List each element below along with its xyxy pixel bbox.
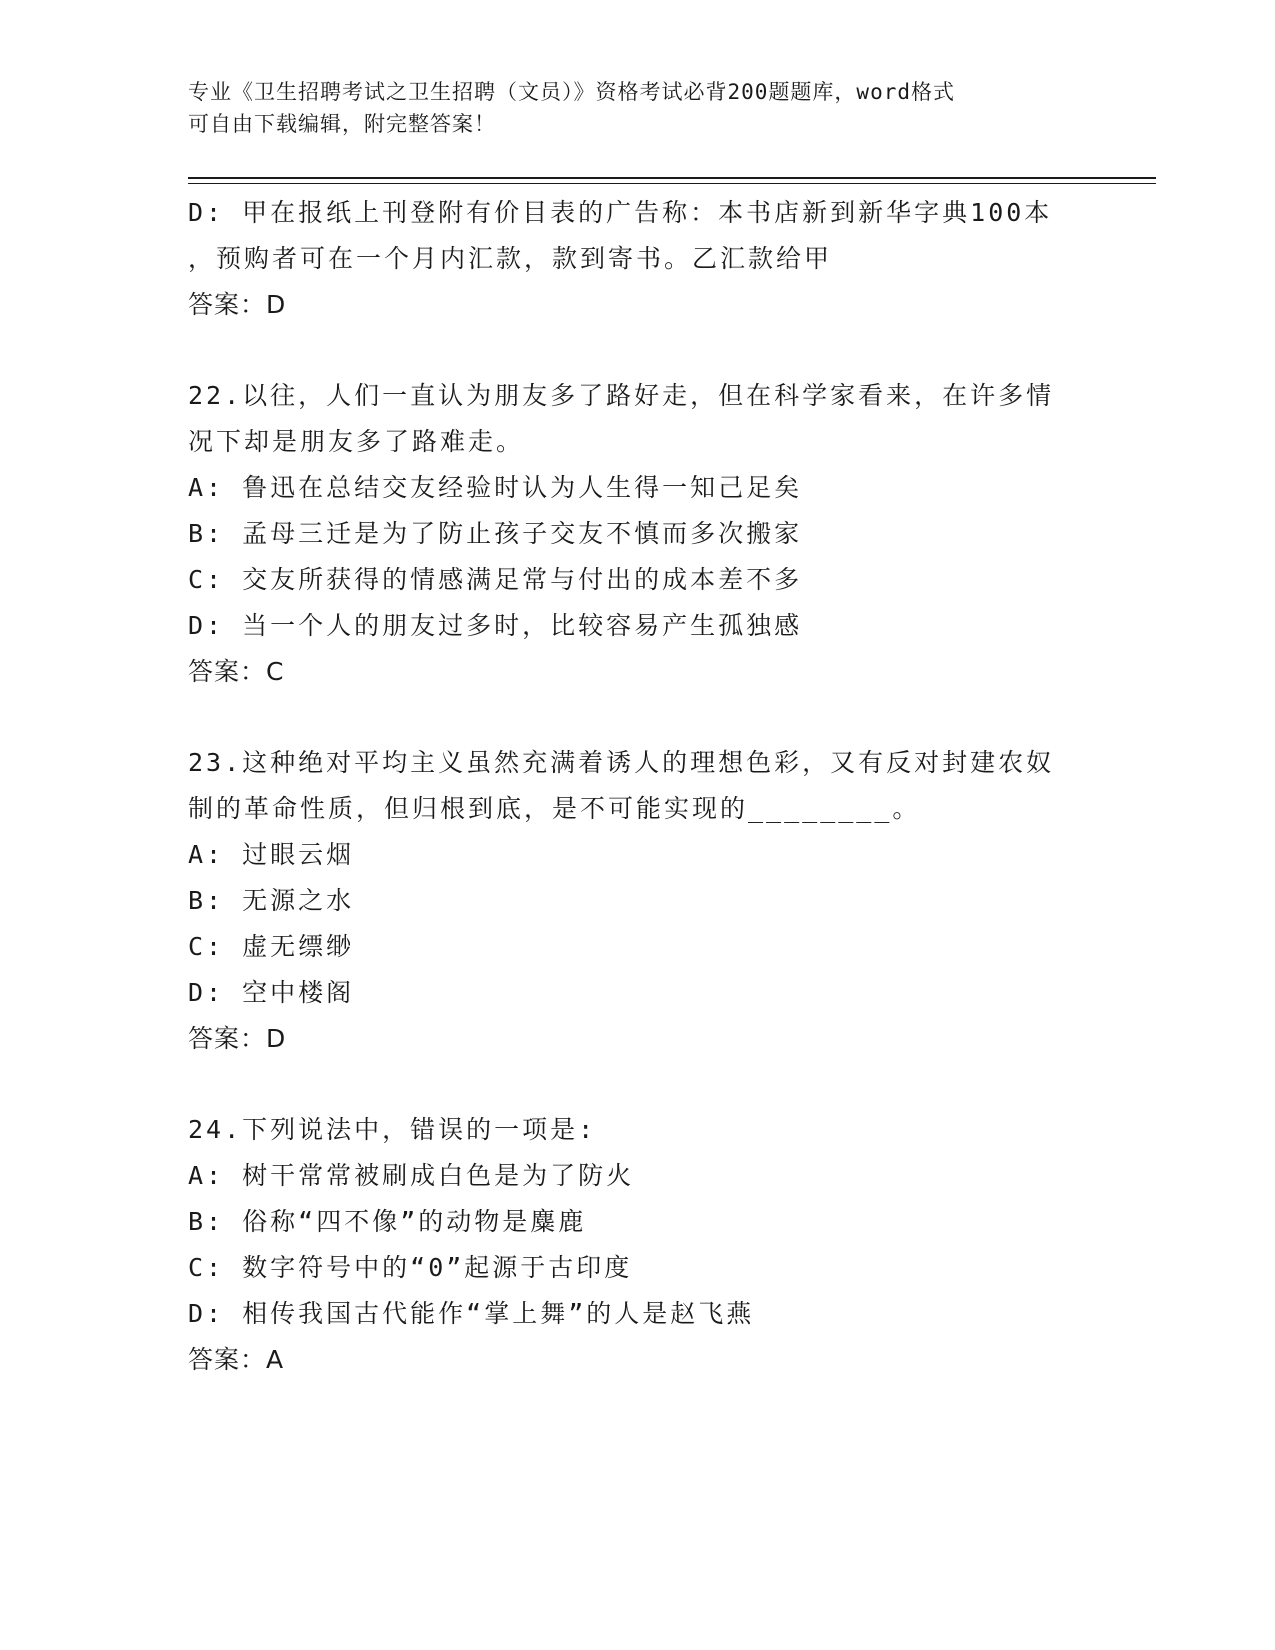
- answer-line: 答案：D: [188, 1024, 287, 1053]
- spacer: [188, 1062, 1088, 1107]
- option-a: A: 过眼云烟: [188, 840, 355, 869]
- header-title-line-2: 可自由下载编辑，附完整答案！: [188, 112, 496, 136]
- option-c: C: 虚无缥缈: [188, 932, 355, 961]
- option-d: D: 当一个人的朋友过多时，比较容易产生孤独感: [188, 611, 803, 640]
- answer-line: 答案：A: [188, 1345, 285, 1374]
- question-stem-line: 况下却是朋友多了路难走。: [188, 427, 525, 456]
- question-22: [188, 373, 1088, 695]
- answer-line: 答案：D: [188, 290, 287, 319]
- header-divider-thick: [188, 177, 1156, 179]
- header-title-line-1: 专业《卫生招聘考试之卫生招聘（文员）》资格考试必背200题题库，word格式: [188, 80, 955, 104]
- option-c: C: 数字符号中的“0”起源于古印度: [188, 1253, 633, 1282]
- question-24: [188, 1107, 1088, 1383]
- question-21-tail: [188, 190, 1088, 328]
- question-stem-line: 23.这种绝对平均主义虽然充满着诱人的理想色彩，又有反对封建农奴: [188, 748, 1055, 777]
- question-stem-line: 22.以往，人们一直认为朋友多了路好走，但在科学家看来，在许多情: [188, 381, 1055, 410]
- question-23: [188, 740, 1088, 1062]
- document-header: [188, 76, 1088, 140]
- spacer: [188, 328, 1088, 373]
- option-b: B: 无源之水: [188, 886, 355, 915]
- option-a: A: 鲁迅在总结交友经验时认为人生得一知己足矣: [188, 473, 803, 502]
- answer-line: 答案：C: [188, 657, 285, 686]
- option-d: D: 相传我国古代能作“掌上舞”的人是赵飞燕: [188, 1299, 755, 1328]
- option-d: D: 空中楼阁: [188, 978, 355, 1007]
- option-c: C: 交友所获得的情感满足常与付出的成本差不多: [188, 565, 803, 594]
- header-divider-thin: [188, 183, 1156, 184]
- question-stem-line: 制的革命性质，但归根到底，是不可能实现的________。: [188, 794, 921, 823]
- option-a: A: 树干常常被刷成白色是为了防火: [188, 1161, 635, 1190]
- option-d-continued: ，预购者可在一个月内汇款，款到寄书。乙汇款给甲: [188, 244, 833, 273]
- option-b: B: 孟母三迁是为了防止孩子交友不慎而多次搬家: [188, 519, 803, 548]
- question-stem-line: 24.下列说法中，错误的一项是:: [188, 1115, 597, 1144]
- question-list: [188, 190, 1088, 1383]
- spacer: [188, 695, 1088, 740]
- option-d: D: 甲在报纸上刊登附有价目表的广告称：本书店新到新华字典100本: [188, 198, 1053, 227]
- option-b: B: 俗称“四不像”的动物是麋鹿: [188, 1207, 587, 1236]
